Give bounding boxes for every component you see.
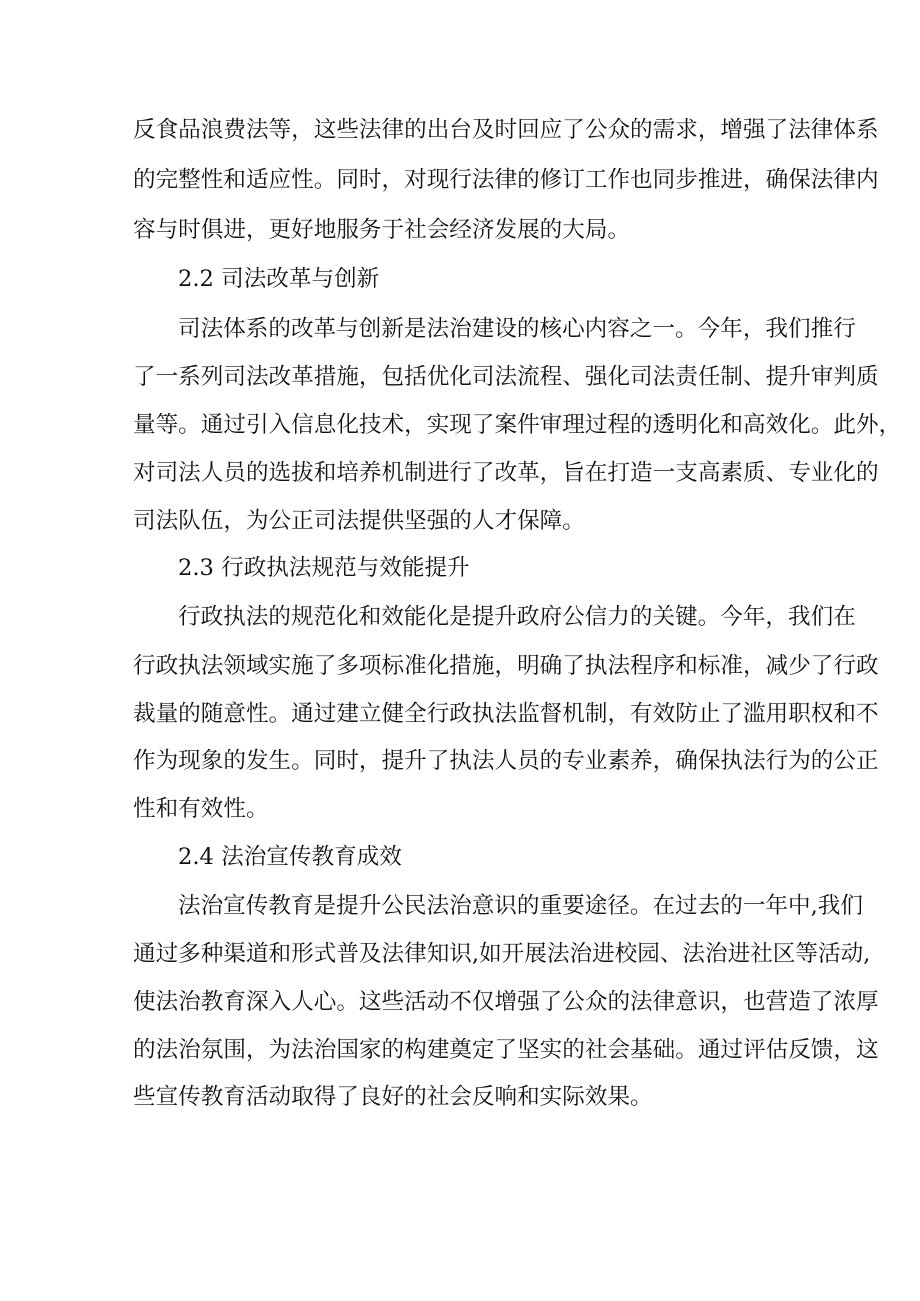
paragraph-line: 对司法人员的选拔和培养机制进行了改革，旨在打造一支高素质、专业化的 <box>133 460 879 486</box>
paragraph-line: 使法治教育深入人心。这些活动不仅增强了公众的法律意识，也营造了浓厚 <box>133 989 879 1015</box>
paragraph-line: 的完整性和适应性。同时，对现行法律的修订工作也同步推进，确保法律内 <box>133 167 879 193</box>
paragraph-line: 作为现象的发生。同时，提升了执法人员的专业素养，确保执法行为的公正 <box>133 748 879 774</box>
paragraph-line: 的法治氛围，为法治国家的构建奠定了坚实的社会基础。通过评估反馈，这 <box>133 1037 879 1063</box>
paragraph-line: 行政执法的规范化和效能化是提升政府公信力的关键。今年，我们在 <box>178 604 856 630</box>
paragraph-line: 了一系列司法改革措施，包括优化司法流程、强化司法责任制、提升审判质 <box>133 364 879 390</box>
paragraph-line: 量等。通过引入信息化技术，实现了案件审理过程的透明化和高效化。此外， <box>133 412 902 438</box>
section-heading-2-4: 2.4 法治宣传教育成效 <box>178 844 402 870</box>
paragraph-line: 反食品浪费法等，这些法律的出台及时回应了公众的需求，增强了法律体系 <box>133 117 879 143</box>
paragraph-line: 裁量的随意性。通过建立健全行政执法监督机制，有效防止了滥用职权和不 <box>133 701 879 727</box>
paragraph-line: 容与时俱进，更好地服务于社会经济发展的大局。 <box>133 217 631 243</box>
paragraph-line: 司法体系的改革与创新是法治建设的核心内容之一。今年，我们推行 <box>178 316 856 342</box>
paragraph-line: 行政执法领域实施了多项标准化措施，明确了执法程序和标准，减少了行政 <box>133 653 879 679</box>
paragraph-line: 司法队伍，为公正司法提供坚强的人才保障。 <box>133 508 585 534</box>
section-heading-2-2: 2.2 司法改革与创新 <box>178 266 380 292</box>
paragraph-line: 些宣传教育活动取得了良好的社会反响和实际效果。 <box>133 1084 653 1110</box>
paragraph-line: 法治宣传教育是提升公民法治意识的重要途径。在过去的一年中,我们 <box>178 893 863 919</box>
paragraph-line: 性和有效性。 <box>133 796 269 822</box>
paragraph-line: 通过多种渠道和形式普及法律知识,如开展法治进校园、法治进社区等活动, <box>133 941 871 967</box>
section-heading-2-3: 2.3 行政执法规范与效能提升 <box>178 555 470 581</box>
